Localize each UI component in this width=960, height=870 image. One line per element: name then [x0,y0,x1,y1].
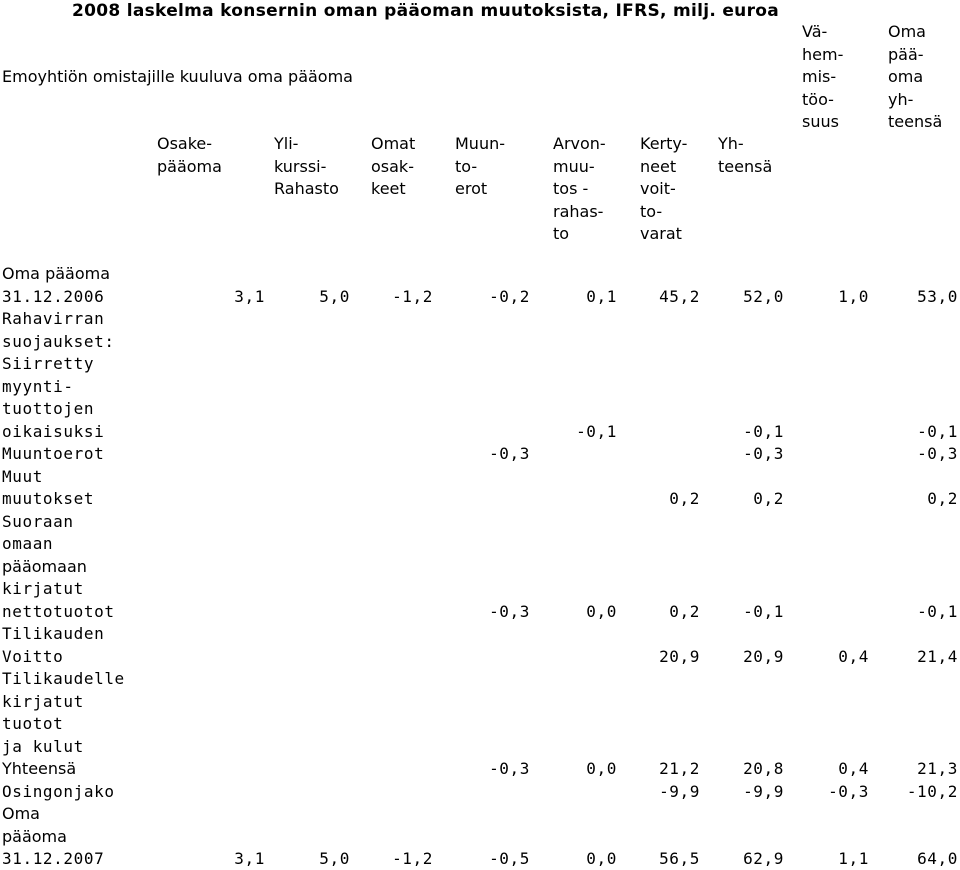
column-header-line: rahas- [553,201,604,221]
cell-value: 5,0 [319,849,350,868]
column-header-4 [455,133,505,201]
column-header-line: neet [640,156,677,176]
cell-value: -0,3 [489,759,530,778]
row-label: Tilikaudelle [2,669,125,688]
cell-value: 5,0 [319,286,350,306]
column-header-line: erot [455,179,488,198]
cell-value: 20,9 [743,646,784,666]
cell-value: 45,2 [659,286,700,306]
cell-value: 21,4 [917,646,958,666]
cell-value: 1,0 [838,286,869,306]
cell-value: 0,4 [838,646,869,666]
cell-value: 0,2 [753,489,784,508]
column-header-line: suus [802,112,839,131]
row-label: Voitto [2,646,64,666]
cell-value: -0,3 [489,601,530,621]
cell-value: -0,1 [917,421,958,441]
column-header-line: oma [888,67,924,86]
column-header-line: teensä [718,156,773,176]
row-label: Oma [2,804,40,823]
column-header-line: Oma [888,22,926,41]
column-header-line: töo- [802,89,834,109]
cell-value: -0,1 [917,601,958,621]
column-header-line: hem- [802,44,844,64]
cell-value: -0,1 [743,421,784,441]
column-header-2 [274,133,339,201]
row-label: Siirretty [2,354,95,373]
column-header-line: yh- [888,89,914,109]
column-header-line: voit- [640,179,676,198]
cell-value: 21,3 [917,759,958,778]
column-header-line: Vä- [802,22,828,41]
cell-value: 0,2 [669,601,700,621]
page-title: 2008 laskelma konsernin oman pääoman muutoksista, IFRS, milj. euroa [72,1,780,21]
row-label: 31.12.2007 [2,849,105,868]
cell-value: 56,5 [659,849,700,868]
cell-value: 0,4 [838,759,869,778]
row-label: Tilikauden [2,624,105,643]
cell-value: -0,3 [489,444,530,463]
row-label: Rahavirran [2,309,105,328]
column-header-line: varat [640,224,682,243]
row-label: omaan [2,534,54,553]
row-label: nettotuotot [2,601,115,621]
cell-value: -1,2 [392,286,433,306]
cell-value: 3,1 [234,849,265,868]
cell-value: 0,2 [669,489,700,508]
column-header-1 [157,133,222,178]
cell-value: -0,1 [743,601,784,621]
row-label: kirjatut [2,579,84,598]
column-header-line: Yli- [274,134,299,153]
column-header-line: muu- [553,156,595,176]
row-label: ja kulut [2,736,84,756]
column-header-line: pää- [888,44,924,64]
column-header-line: Arvon- [553,134,606,153]
row-label: Oma pääoma [2,264,111,283]
column-header-line: pääoma [157,156,222,176]
cell-value: 1,1 [838,849,869,868]
column-header-line: to [553,224,570,243]
column-header-line: to- [640,201,663,221]
row-label: tuottojen [2,399,95,418]
row-label: myynti- [2,376,74,396]
column-header-line: Rahasto [274,179,339,198]
column-header-9 [888,21,942,134]
row-label: Yhteensä [2,759,77,778]
column-header-5 [553,133,606,246]
column-header-line: Yh- [718,134,744,153]
cell-value: 0,2 [927,489,958,508]
column-header-line: tos - [553,179,589,198]
cell-value: -0,2 [489,286,530,306]
column-header-line: mis- [802,67,837,86]
row-label: kirjatut [2,691,84,711]
cell-value: 0,0 [586,759,617,778]
row-label: pääomaan [2,556,87,576]
row-label: pääoma [2,826,67,846]
cell-value: 0,1 [586,286,617,306]
cell-value: 20,8 [743,759,784,778]
column-header-7 [718,133,772,178]
cell-value: 3,1 [234,286,265,306]
row-label: Muuntoerot [2,444,105,463]
cell-value: -0,3 [917,444,958,463]
cell-value: -0,3 [743,444,784,463]
column-header-line: osak- [371,156,414,176]
column-header-line: keet [371,179,406,198]
row-label: Suoraan [2,511,74,531]
column-header-3 [371,133,415,201]
cell-value: -0,1 [576,421,617,441]
row-label: oikaisuksi [2,421,105,441]
column-header-6 [640,133,687,246]
row-label: muutokset [2,489,95,508]
column-header-line: Kerty- [640,134,688,153]
row-label: 31.12.2006 [2,286,105,306]
column-header-line: Muun- [455,134,505,153]
cell-value: -10,2 [906,781,958,801]
cell-value: -0,5 [489,849,530,868]
row-label: tuotot [2,714,64,733]
cell-value: 62,9 [743,849,784,868]
cell-value: 21,2 [659,759,700,778]
column-header-line: Osake- [157,134,213,153]
cell-value: -9,9 [743,781,784,801]
cell-value: 53,0 [917,286,958,306]
column-header-line: Omat [371,134,416,153]
column-header-8 [802,21,843,134]
cell-value: -9,9 [659,781,700,801]
cell-value: 0,0 [586,601,617,621]
cell-value: 52,0 [743,286,784,306]
cell-value: -1,2 [392,849,433,868]
column-header-line: kurssi- [274,156,327,176]
cell-value: -0,3 [828,781,869,801]
row-label: Muut [2,466,43,486]
cell-value: 64,0 [917,849,958,868]
section-label: Emoyhtiön omistajille kuuluva oma pääoma [2,67,353,86]
row-label: Osingonjako [2,781,115,801]
column-header-line: teensä [888,112,943,131]
cell-value: 20,9 [659,646,700,666]
row-label: suojaukset: [2,331,115,351]
column-header-line: to- [455,156,478,176]
cell-value: 0,0 [586,849,617,868]
